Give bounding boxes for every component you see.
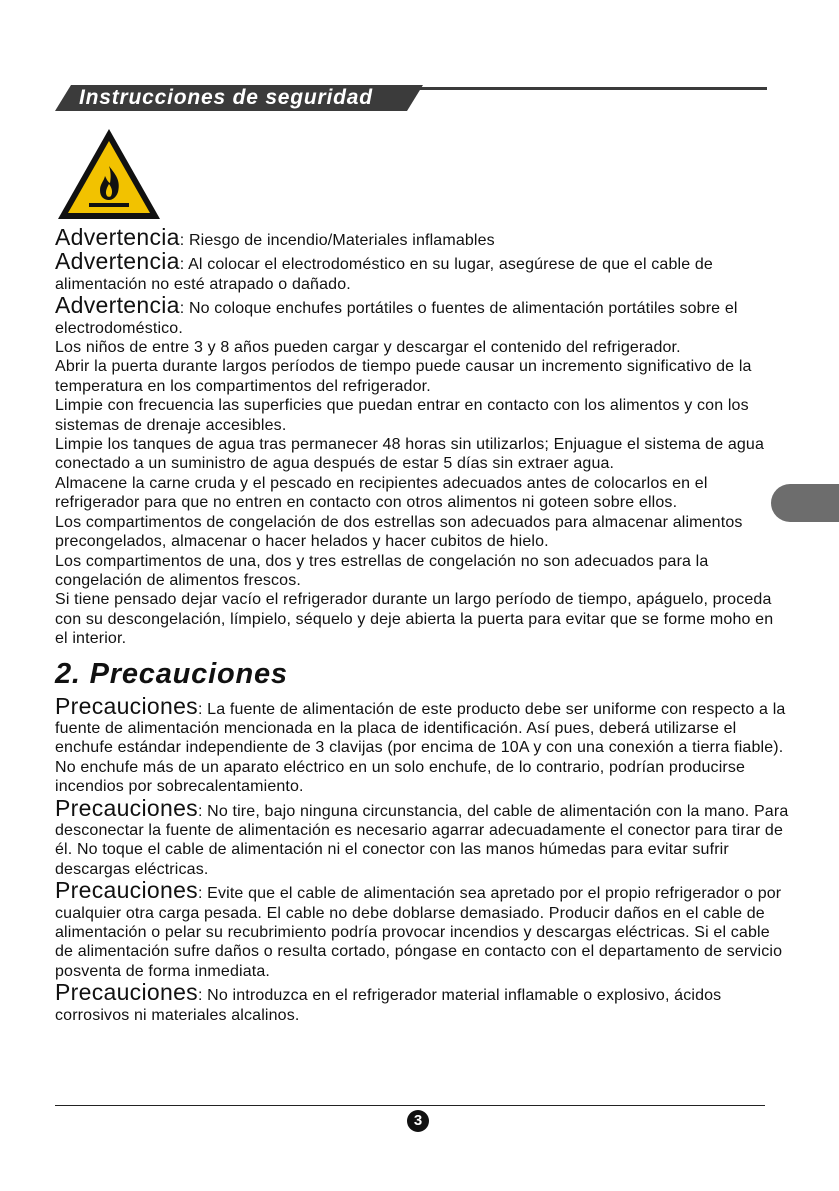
section-header bbox=[55, 85, 767, 115]
paragraph: Los niños de entre 3 y 8 años pueden cargar y descargar el contenido del refrigerador. bbox=[55, 339, 681, 357]
paragraph: Almacene la carne cruda y el pescado en recipientes adecuados antes de colocarlos en el refrigerador para que no entren en contacto con otros alimentos ni goteen sobre ellos. bbox=[55, 474, 708, 512]
side-tab bbox=[771, 484, 839, 522]
warning-text: : Riesgo de incendio/Materiales inflamables bbox=[179, 232, 495, 249]
footer-rule bbox=[55, 1105, 765, 1106]
precaution-3 bbox=[55, 877, 790, 981]
warning-text: : No coloque enchufes portátiles o fuentes de alimentación portátiles sobre el electrodoméstico. bbox=[55, 300, 738, 337]
warning-2 bbox=[55, 248, 790, 294]
header-title: Instrucciones de seguridad bbox=[79, 86, 373, 109]
precaution-2 bbox=[55, 794, 790, 880]
paragraph: Los compartimentos de una, dos y tres estrellas de congelación no son adecuados para la congelación de alimentos frescos. bbox=[55, 552, 709, 589]
flammable-warning-icon bbox=[55, 126, 163, 222]
precaution-label: Precauciones bbox=[55, 794, 198, 821]
paragraph: Los compartimentos de congelación de dos estrellas son adecuados para almacenar alimentos precongelados, almacenar o hacer helados y hacer cubitos de hielo. bbox=[55, 513, 743, 551]
safety-content bbox=[55, 224, 790, 1025]
warning-label: Advertencia bbox=[55, 248, 180, 275]
section-title: 2. Precauciones bbox=[55, 657, 288, 690]
precaution-label: Precauciones bbox=[55, 692, 198, 719]
warning-3 bbox=[55, 292, 790, 338]
paragraph: Abrir la puerta durante largos períodos de tiempo puede causar un incremento significativo de la temperatura en los compartimentos del refrigerador. bbox=[55, 358, 752, 395]
precaution-text: : La fuente de alimentación de este producto debe ser uniforme con respecto a la fuente de alimentación mencionada en la placa de identificación. Así pues, deberá utilizarse el enchufe estándar independiente de 3 clavijas (por encima de 10A y con una conexión a tierra fiable). No enchufe más de un aparato eléctrico en un solo enchufe, de lo contrario, podrían producirse incendios por sobrecalentamiento. bbox=[55, 700, 786, 796]
warning-1 bbox=[55, 224, 790, 250]
precaution-1 bbox=[55, 692, 790, 797]
precaution-text: : Evite que el cable de alimentación sea apretado por el propio refrigerador o por cualquier otra carga pesada. El cable no debe doblarse demasiado. Producir daños en el cable de alimentación o pelar su recubrimiento podría provocar incendios y descargas eléctricas. Si el cable de alimentación sufre daños o resulta cortado, póngase en contacto con el departamento de servicio posventa de forma inmediata. bbox=[55, 885, 783, 980]
precaution-text: : No tire, bajo ninguna circunstancia, del cable de alimentación con la mano. Para desconectar la fuente de alimentación es necesario agarrar adecuadamente el conector para tirar de él. No toque el cable de alimentación ni el conector con las manos húmedas para evitar sufrir descargas eléctricas. bbox=[55, 802, 789, 878]
page-number: 3 bbox=[407, 1110, 429, 1132]
paragraph: Limpie con frecuencia las superficies que puedan entrar en contacto con los alimentos y con los sistemas de drenaje accesibles. bbox=[55, 397, 749, 434]
paragraph: Limpie los tanques de agua tras permanecer 48 horas sin utilizarlos; Enjuague el sistema de agua conectado a un suministro de agua después de estar 5 días sin extraer agua. bbox=[55, 436, 765, 473]
precaution-text: : No introduzca en el refrigerador material inflamable o explosivo, ácidos corrosivos ni materiales alcalinos. bbox=[55, 987, 722, 1024]
warning-label: Advertencia bbox=[55, 224, 180, 250]
precaution-label: Precauciones bbox=[55, 877, 198, 904]
paragraph: Si tiene pensado dejar vacío el refrigerador durante un largo período de tiempo, apáguelo, proceda con su descongelación, límpielo, séquelo y deje abierta la puerta para evitar que se forme moho en el interior. bbox=[55, 591, 774, 648]
header-rule bbox=[415, 87, 767, 90]
warning-text: : Al colocar el electrodoméstico en su lugar, asegúrese de que el cable de alimentación no esté atrapado o dañado. bbox=[55, 256, 713, 293]
precaution-4 bbox=[55, 979, 790, 1025]
warning-label: Advertencia bbox=[55, 292, 180, 319]
precaution-label: Precauciones bbox=[55, 979, 198, 1006]
